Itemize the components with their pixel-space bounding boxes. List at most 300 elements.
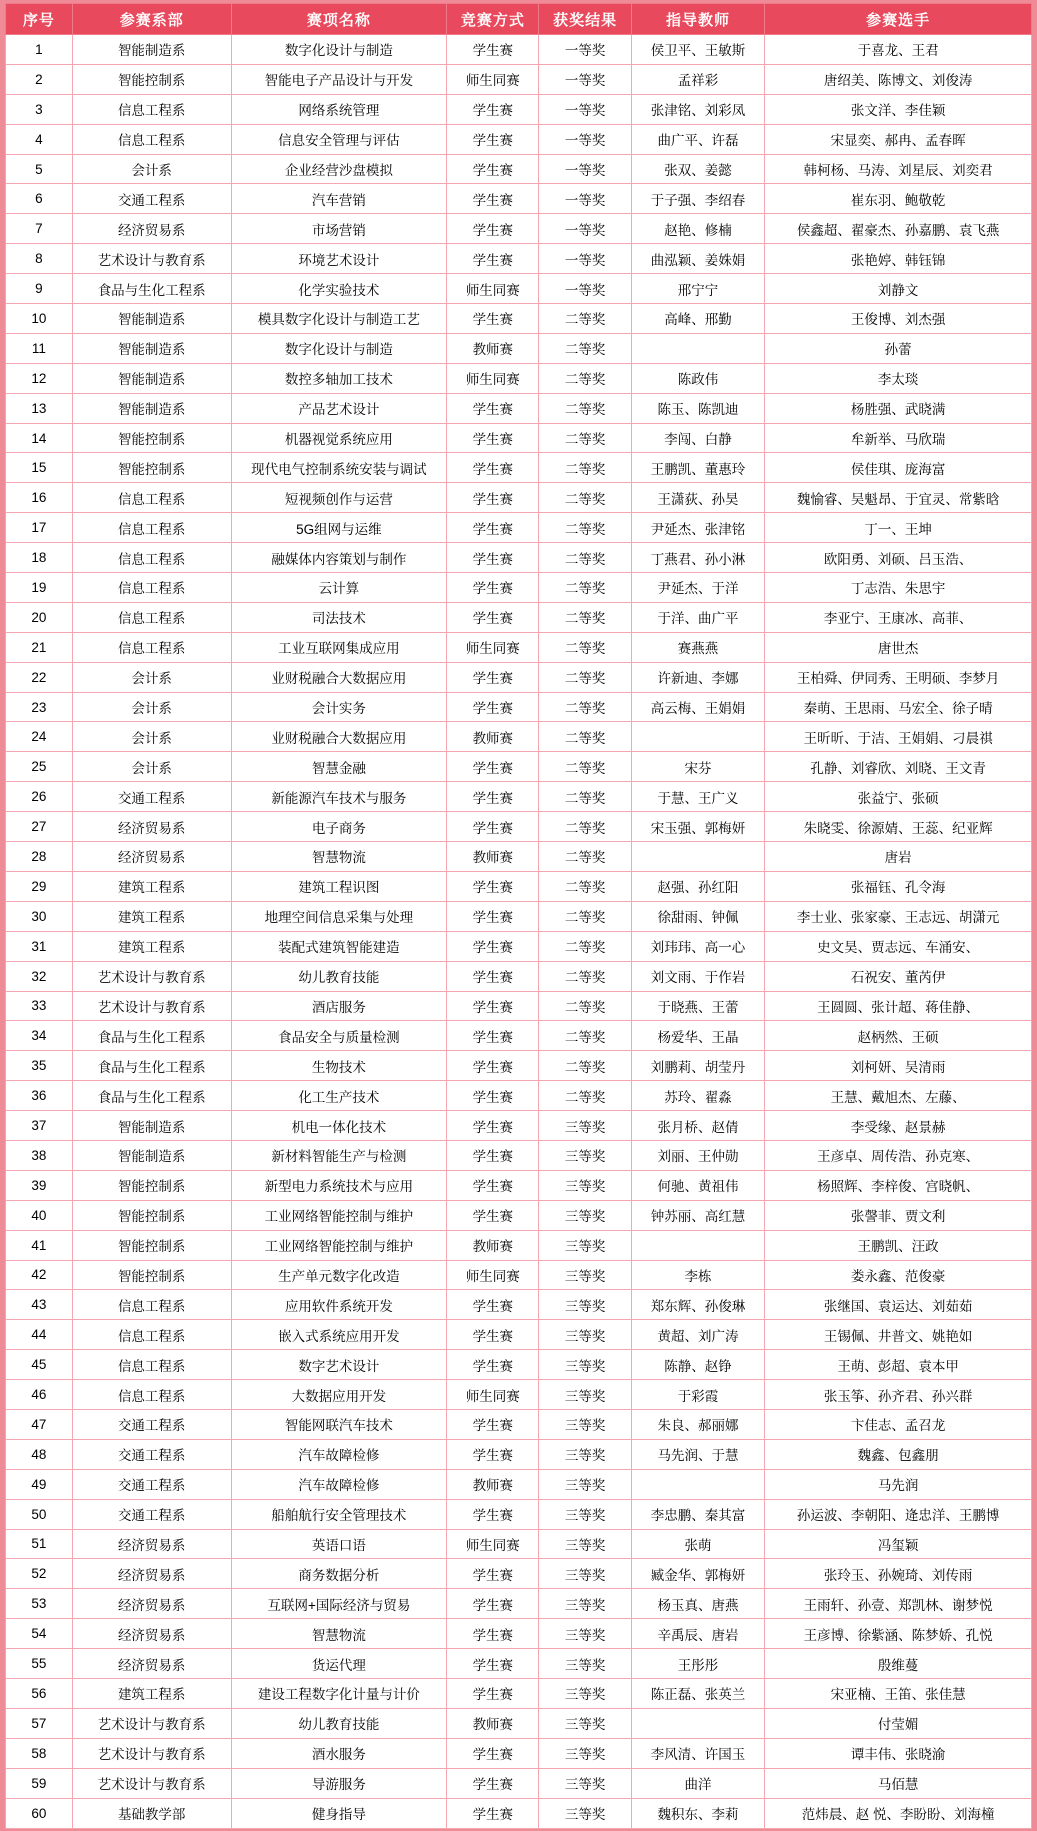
header-row	[6, 4, 1032, 35]
table-cell	[631, 333, 764, 363]
table-row	[6, 154, 1032, 184]
table-cell: 学生赛	[447, 453, 539, 483]
table-cell: 交通工程系	[72, 1439, 231, 1469]
table-cell: 业财税融合大数据应用	[231, 722, 446, 752]
table-cell: 二等奖	[539, 961, 631, 991]
table-cell: 二等奖	[539, 333, 631, 363]
table-cell: 马先润	[765, 1469, 1032, 1499]
table-cell: 赵艳、修楠	[631, 214, 764, 244]
table-cell: 侯鑫超、翟豪杰、孙嘉鹏、袁飞燕	[765, 214, 1032, 244]
table-cell: 智能网联汽车技术	[231, 1409, 446, 1439]
table-cell: 智慧物流	[231, 842, 446, 872]
table-cell: 互联网+国际经济与贸易	[231, 1589, 446, 1619]
table-cell: 50	[6, 1499, 73, 1529]
table-cell: 二等奖	[539, 573, 631, 603]
table-cell: 孔静、刘睿欣、刘晓、王文青	[765, 752, 1032, 782]
table-cell: 钟苏丽、高红慧	[631, 1200, 764, 1230]
table-row	[6, 1230, 1032, 1260]
table-cell: 三等奖	[539, 1738, 631, 1768]
table-cell: 应用软件系统开发	[231, 1290, 446, 1320]
table-cell: 二等奖	[539, 931, 631, 961]
table-row	[6, 453, 1032, 483]
table-cell: 师生同赛	[447, 274, 539, 304]
table-cell: 王俊博、刘杰强	[765, 304, 1032, 334]
table-cell: 59	[6, 1768, 73, 1798]
table-cell: 李忠鹏、秦其富	[631, 1499, 764, 1529]
table-cell: 34	[6, 1021, 73, 1051]
table-cell: 于喜龙、王君	[765, 35, 1032, 65]
table-cell: 商务数据分析	[231, 1559, 446, 1589]
table-cell: 学生赛	[447, 692, 539, 722]
table-row	[6, 363, 1032, 393]
table-cell: 智能控制系	[72, 453, 231, 483]
table-cell: 43	[6, 1290, 73, 1320]
table-cell	[631, 1708, 764, 1738]
table-cell: 丁志浩、朱思宇	[765, 573, 1032, 603]
table-row	[6, 35, 1032, 65]
table-cell: 于洋、曲广平	[631, 602, 764, 632]
table-cell: 学生赛	[447, 782, 539, 812]
table-cell: 31	[6, 931, 73, 961]
table-cell: 教师赛	[447, 333, 539, 363]
table-cell: 孙蕾	[765, 333, 1032, 363]
table-row	[6, 1619, 1032, 1649]
table-cell: 曲洋	[631, 1768, 764, 1798]
table-cell: 张艳婷、韩钰锦	[765, 244, 1032, 274]
table-cell: 王彤彤	[631, 1649, 764, 1679]
table-row	[6, 1439, 1032, 1469]
table-cell: 云计算	[231, 573, 446, 603]
table-cell: 艺术设计与教育系	[72, 1738, 231, 1768]
table-cell: 于晓燕、王蕾	[631, 991, 764, 1021]
table-cell: 10	[6, 304, 73, 334]
table-cell: 学生赛	[447, 1170, 539, 1200]
table-cell: 学生赛	[447, 1081, 539, 1111]
table-cell: 学生赛	[447, 1111, 539, 1141]
table-cell: 冯玺颖	[765, 1529, 1032, 1559]
table-row	[6, 244, 1032, 274]
table-cell: 三等奖	[539, 1708, 631, 1738]
table-cell: 数字化设计与制造	[231, 333, 446, 363]
table-cell: 侯卫平、王敏斯	[631, 35, 764, 65]
table-cell: 三等奖	[539, 1260, 631, 1290]
table-cell: 交通工程系	[72, 1469, 231, 1499]
table-cell: 马佰慧	[765, 1768, 1032, 1798]
table-cell: 信息工程系	[72, 543, 231, 573]
table-cell: 18	[6, 543, 73, 573]
table-cell: 二等奖	[539, 453, 631, 483]
table-cell: 三等奖	[539, 1768, 631, 1798]
table-cell: 石祝安、董芮伊	[765, 961, 1032, 991]
table-cell: 数字化设计与制造	[231, 35, 446, 65]
table-cell: 30	[6, 901, 73, 931]
table-cell: 信息工程系	[72, 573, 231, 603]
table-cell: 汽车故障检修	[231, 1469, 446, 1499]
table-cell: 二等奖	[539, 842, 631, 872]
table-row	[6, 543, 1032, 573]
table-cell: 邢宁宁	[631, 274, 764, 304]
table-row	[6, 812, 1032, 842]
table-cell: 郑东辉、孙俊琳	[631, 1290, 764, 1320]
table-cell: 智慧金融	[231, 752, 446, 782]
table-cell: 学生赛	[447, 1140, 539, 1170]
table-cell: 交通工程系	[72, 1499, 231, 1529]
table-cell: 36	[6, 1081, 73, 1111]
table-cell: 26	[6, 782, 73, 812]
table-cell: 环境艺术设计	[231, 244, 446, 274]
table-row	[6, 124, 1032, 154]
table-cell: 学生赛	[447, 513, 539, 543]
table-cell: 一等奖	[539, 244, 631, 274]
table-cell: 智能控制系	[72, 1230, 231, 1260]
table-cell: 陈正磊、张英兰	[631, 1678, 764, 1708]
table-cell: 二等奖	[539, 782, 631, 812]
table-cell	[631, 722, 764, 752]
table-cell: 艺术设计与教育系	[72, 244, 231, 274]
table-cell: 二等奖	[539, 871, 631, 901]
table-row	[6, 1708, 1032, 1738]
table-cell: 学生赛	[447, 1320, 539, 1350]
table-row	[6, 274, 1032, 304]
table-cell: 37	[6, 1111, 73, 1141]
table-cell: 尹延杰、于洋	[631, 573, 764, 603]
table-cell: 三等奖	[539, 1320, 631, 1350]
table-cell: 张月桥、赵倩	[631, 1111, 764, 1141]
table-cell: 学生赛	[447, 1200, 539, 1230]
table-cell: 信息工程系	[72, 124, 231, 154]
table-cell: 45	[6, 1350, 73, 1380]
table-cell: 3	[6, 94, 73, 124]
table-cell: 于慧、王广义	[631, 782, 764, 812]
table-cell: 三等奖	[539, 1529, 631, 1559]
table-cell: 孟祥彩	[631, 64, 764, 94]
table-cell: 交通工程系	[72, 782, 231, 812]
table-body	[6, 35, 1032, 1829]
table-cell: 智能制造系	[72, 333, 231, 363]
table-cell: 曲广平、许磊	[631, 124, 764, 154]
table-cell: 交通工程系	[72, 184, 231, 214]
table-cell: 建设工程数字化计量与计价	[231, 1678, 446, 1708]
table-cell: 经济贸易系	[72, 842, 231, 872]
table-cell: 智能制造系	[72, 363, 231, 393]
table-cell: 智能制造系	[72, 35, 231, 65]
table-cell: 教师赛	[447, 1708, 539, 1738]
table-cell: 信息工程系	[72, 632, 231, 662]
table-cell: 39	[6, 1170, 73, 1200]
table-cell: 2	[6, 64, 73, 94]
table-cell: 师生同赛	[447, 64, 539, 94]
table-cell: 40	[6, 1200, 73, 1230]
table-cell: 王鹏凯、汪政	[765, 1230, 1032, 1260]
table-cell: 张益宁、张硕	[765, 782, 1032, 812]
table-cell: 侯佳琪、庞海富	[765, 453, 1032, 483]
table-row	[6, 423, 1032, 453]
results-table	[5, 3, 1032, 1829]
table-cell: 高云梅、王娟娟	[631, 692, 764, 722]
table-cell: 司法技术	[231, 602, 446, 632]
table-row	[6, 1738, 1032, 1768]
table-cell: 魏愉睿、吴魁昂、于宜灵、常紫晗	[765, 483, 1032, 513]
table-cell: 刘文雨、于作岩	[631, 961, 764, 991]
table-cell: 尹延杰、张津铭	[631, 513, 764, 543]
table-cell: 教师赛	[447, 1230, 539, 1260]
table-row	[6, 1559, 1032, 1589]
table-cell: 二等奖	[539, 752, 631, 782]
table-cell: 三等奖	[539, 1619, 631, 1649]
table-cell: 艺术设计与教育系	[72, 1708, 231, 1738]
table-cell: 黄超、刘广涛	[631, 1320, 764, 1350]
table-cell: 信息工程系	[72, 1380, 231, 1410]
table-cell: 学生赛	[447, 244, 539, 274]
table-cell: 张玉筝、孙齐君、孙兴群	[765, 1380, 1032, 1410]
table-cell: 三等奖	[539, 1469, 631, 1499]
table-row	[6, 1260, 1032, 1290]
table-cell: 李风清、许国玉	[631, 1738, 764, 1768]
table-cell: 何驰、黄祖伟	[631, 1170, 764, 1200]
table-cell: 臧金华、郭梅妍	[631, 1559, 764, 1589]
table-cell: 王彦卓、周传浩、孙克寒、	[765, 1140, 1032, 1170]
table-cell: 学生赛	[447, 871, 539, 901]
table-row	[6, 1768, 1032, 1798]
table-cell: 三等奖	[539, 1170, 631, 1200]
table-cell: 陈玉、陈凯迪	[631, 393, 764, 423]
table-cell: 食品安全与质量检测	[231, 1021, 446, 1051]
table-cell: 产品艺术设计	[231, 393, 446, 423]
table-cell: 生产单元数字化改造	[231, 1260, 446, 1290]
table-cell: 信息安全管理与评估	[231, 124, 446, 154]
table-cell: 6	[6, 184, 73, 214]
table-cell: 学生赛	[447, 931, 539, 961]
table-row	[6, 842, 1032, 872]
table-row	[6, 304, 1032, 334]
table-cell: 学生赛	[447, 961, 539, 991]
table-cell: 工业互联网集成应用	[231, 632, 446, 662]
table-cell: 生物技术	[231, 1051, 446, 1081]
table-cell: 学生赛	[447, 124, 539, 154]
table-cell: 张文洋、李佳颖	[765, 94, 1032, 124]
table-cell: 5	[6, 154, 73, 184]
table-cell: 三等奖	[539, 1111, 631, 1141]
column-header: 获奖结果	[539, 4, 631, 35]
table-cell: 三等奖	[539, 1230, 631, 1260]
table-cell: 欧阳勇、刘硕、吕玉浩、	[765, 543, 1032, 573]
table-cell: 学生赛	[447, 602, 539, 632]
table-header	[6, 4, 1032, 35]
table-cell: 学生赛	[447, 812, 539, 842]
table-cell: 化工生产技术	[231, 1081, 446, 1111]
table-cell: 王彦博、徐紫涵、陈梦娇、孔悦	[765, 1619, 1032, 1649]
table-cell: 学生赛	[447, 393, 539, 423]
table-cell: 建筑工程系	[72, 931, 231, 961]
table-cell: 英语口语	[231, 1529, 446, 1559]
table-cell: 数控多轴加工技术	[231, 363, 446, 393]
table-cell: 二等奖	[539, 363, 631, 393]
table-cell: 57	[6, 1708, 73, 1738]
table-cell: 学生赛	[447, 1439, 539, 1469]
table-cell: 42	[6, 1260, 73, 1290]
table-cell: 学生赛	[447, 1499, 539, 1529]
table-cell: 学生赛	[447, 1051, 539, 1081]
table-cell: 于彩霞	[631, 1380, 764, 1410]
table-cell: 学生赛	[447, 901, 539, 931]
table-row	[6, 1529, 1032, 1559]
table-row	[6, 1589, 1032, 1619]
table-cell: 嵌入式系统应用开发	[231, 1320, 446, 1350]
table-cell: 模具数字化设计与制造工艺	[231, 304, 446, 334]
table-cell: 教师赛	[447, 722, 539, 752]
table-cell: 王鹏凯、董惠玲	[631, 453, 764, 483]
table-cell: 牟新举、马欣瑞	[765, 423, 1032, 453]
table-cell: 28	[6, 842, 73, 872]
table-cell: 魏积东、李莉	[631, 1798, 764, 1828]
table-cell: 学生赛	[447, 35, 539, 65]
table-cell: 幼儿教育技能	[231, 1708, 446, 1738]
table-cell: 学生赛	[447, 1798, 539, 1828]
table-cell: 宋玉强、郭梅妍	[631, 812, 764, 842]
table-cell: 酒店服务	[231, 991, 446, 1021]
table-cell: 三等奖	[539, 1409, 631, 1439]
table-cell: 于子强、李绍春	[631, 184, 764, 214]
table-cell: 师生同赛	[447, 363, 539, 393]
table-cell	[631, 1230, 764, 1260]
table-cell: 曲泓颖、姜姝娟	[631, 244, 764, 274]
table-cell: 三等奖	[539, 1350, 631, 1380]
table-cell: 崔东羽、鲍敬乾	[765, 184, 1032, 214]
table-cell	[631, 842, 764, 872]
table-cell: 导游服务	[231, 1768, 446, 1798]
table-cell: 机电一体化技术	[231, 1111, 446, 1141]
table-cell: 王慧、戴旭杰、左藤、	[765, 1081, 1032, 1111]
column-header: 赛项名称	[231, 4, 446, 35]
table-cell: 电子商务	[231, 812, 446, 842]
table-cell: 艺术设计与教育系	[72, 991, 231, 1021]
table-cell: 信息工程系	[72, 1320, 231, 1350]
table-cell: 唐岩	[765, 842, 1032, 872]
table-cell: 刘静文	[765, 274, 1032, 304]
table-cell: 13	[6, 393, 73, 423]
table-row	[6, 1021, 1032, 1051]
table-cell: 智能制造系	[72, 393, 231, 423]
table-cell: 王雨轩、孙壹、郑凯林、谢梦悦	[765, 1589, 1032, 1619]
table-cell: 汽车故障检修	[231, 1439, 446, 1469]
table-row	[6, 1200, 1032, 1230]
table-cell: 艺术设计与教育系	[72, 961, 231, 991]
table-cell: 44	[6, 1320, 73, 1350]
table-cell: 建筑工程系	[72, 901, 231, 931]
table-cell: 机器视觉系统应用	[231, 423, 446, 453]
table-cell: 二等奖	[539, 662, 631, 692]
table-row	[6, 1081, 1032, 1111]
table-cell: 58	[6, 1738, 73, 1768]
table-cell: 会计系	[72, 752, 231, 782]
table-cell: 丁燕君、孙小淋	[631, 543, 764, 573]
table-cell: 12	[6, 363, 73, 393]
table-cell: 会计系	[72, 722, 231, 752]
table-cell: 融媒体内容策划与制作	[231, 543, 446, 573]
table-cell: 建筑工程识图	[231, 871, 446, 901]
table-row	[6, 64, 1032, 94]
table-cell: 马先润、于慧	[631, 1439, 764, 1469]
table-row	[6, 901, 1032, 931]
table-cell: 会计实务	[231, 692, 446, 722]
table-cell: 装配式建筑智能建造	[231, 931, 446, 961]
table-cell: 艺术设计与教育系	[72, 1768, 231, 1798]
table-cell: 张謦菲、贾文利	[765, 1200, 1032, 1230]
table-cell: 47	[6, 1409, 73, 1439]
table-cell: 教师赛	[447, 842, 539, 872]
table-cell: 李太琰	[765, 363, 1032, 393]
table-cell: 经济贸易系	[72, 1649, 231, 1679]
table-cell: 二等奖	[539, 543, 631, 573]
table-cell: 20	[6, 602, 73, 632]
table-row	[6, 602, 1032, 632]
table-row	[6, 1350, 1032, 1380]
table-cell: 24	[6, 722, 73, 752]
table-cell: 学生赛	[447, 214, 539, 244]
table-cell: 丁一、王坤	[765, 513, 1032, 543]
table-row	[6, 1469, 1032, 1499]
table-cell: 新能源汽车技术与服务	[231, 782, 446, 812]
table-cell: 王昕昕、于洁、王娟娟、刁晨祺	[765, 722, 1032, 752]
table-cell: 二等奖	[539, 722, 631, 752]
table-cell: 工业网络智能控制与维护	[231, 1200, 446, 1230]
table-row	[6, 1499, 1032, 1529]
table-cell: 杨爱华、王晶	[631, 1021, 764, 1051]
table-cell: 杨胜强、武晓满	[765, 393, 1032, 423]
table-cell: 酒水服务	[231, 1738, 446, 1768]
table-cell: 业财税融合大数据应用	[231, 662, 446, 692]
table-cell: 市场营销	[231, 214, 446, 244]
table-row	[6, 393, 1032, 423]
table-cell: 三等奖	[539, 1649, 631, 1679]
table-cell: 二等奖	[539, 1021, 631, 1051]
table-cell: 学生赛	[447, 1589, 539, 1619]
table-cell: 一等奖	[539, 64, 631, 94]
table-cell: 信息工程系	[72, 483, 231, 513]
table-cell: 19	[6, 573, 73, 603]
table-cell: 张玲玉、孙婉琦、刘传雨	[765, 1559, 1032, 1589]
table-cell: 师生同赛	[447, 632, 539, 662]
table-cell: 54	[6, 1619, 73, 1649]
table-cell: 王锡佩、井普文、姚艳如	[765, 1320, 1032, 1350]
table-cell	[631, 1469, 764, 1499]
table-cell: 学生赛	[447, 184, 539, 214]
table-cell: 刘丽、王仲勋	[631, 1140, 764, 1170]
table-cell: 智能制造系	[72, 304, 231, 334]
table-cell: 学生赛	[447, 573, 539, 603]
table-cell: 李士业、张家豪、王志远、胡潇元	[765, 901, 1032, 931]
table-row	[6, 513, 1032, 543]
table-cell: 学生赛	[447, 1290, 539, 1320]
table-cell: 赵强、孙红阳	[631, 871, 764, 901]
table-cell: 唐绍美、陈博文、刘俊涛	[765, 64, 1032, 94]
table-cell: 李闯、白静	[631, 423, 764, 453]
table-cell: 教师赛	[447, 1469, 539, 1499]
table-cell: 三等奖	[539, 1200, 631, 1230]
table-cell: 王萌、彭超、袁本甲	[765, 1350, 1032, 1380]
table-cell: 化学实验技术	[231, 274, 446, 304]
table-cell: 三等奖	[539, 1589, 631, 1619]
table-cell: 1	[6, 35, 73, 65]
table-cell: 学生赛	[447, 991, 539, 1021]
table-row	[6, 1111, 1032, 1141]
table-cell: 殷维蔓	[765, 1649, 1032, 1679]
table-cell: 赵柄然、王硕	[765, 1021, 1032, 1051]
table-cell: 17	[6, 513, 73, 543]
table-cell: 船舶航行安全管理技术	[231, 1499, 446, 1529]
table-cell: 32	[6, 961, 73, 991]
table-cell: 53	[6, 1589, 73, 1619]
